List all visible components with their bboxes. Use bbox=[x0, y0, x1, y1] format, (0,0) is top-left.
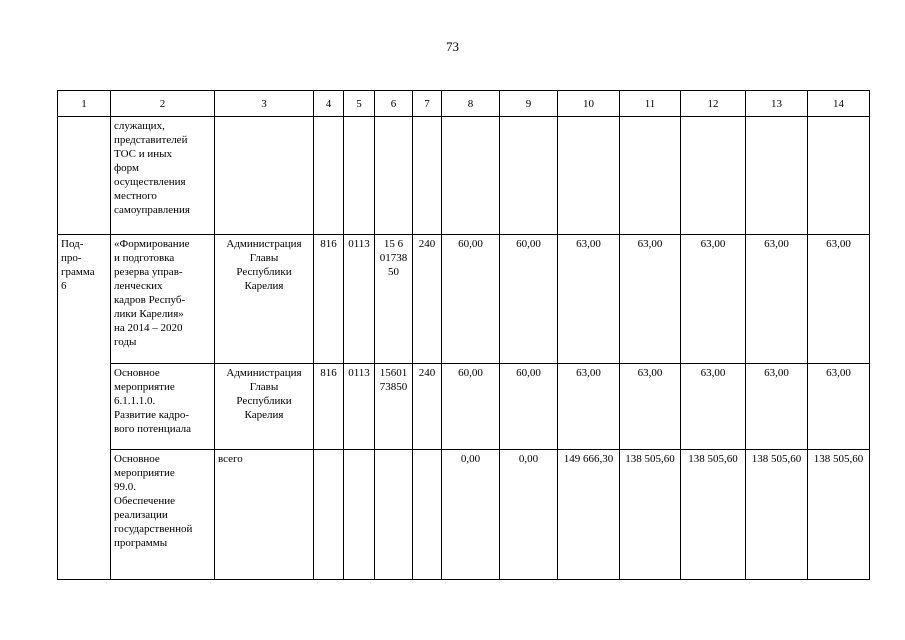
table-cell: Администрация Главы Республики Карелия bbox=[215, 364, 314, 450]
table-cell bbox=[681, 117, 746, 235]
table-cell: 138 505,60 bbox=[681, 450, 746, 580]
column-header: 10 bbox=[558, 91, 620, 117]
column-header: 14 bbox=[808, 91, 870, 117]
table-cell bbox=[375, 117, 413, 235]
table-cell: 60,00 bbox=[500, 235, 558, 364]
table-cell: 63,00 bbox=[808, 364, 870, 450]
table-cell: 60,00 bbox=[442, 364, 500, 450]
column-header: 3 bbox=[215, 91, 314, 117]
table-cell bbox=[375, 450, 413, 580]
table-cell bbox=[344, 117, 375, 235]
table-cell bbox=[620, 117, 681, 235]
budget-table bbox=[57, 90, 870, 580]
table-cell bbox=[58, 117, 111, 235]
table-cell: 15 6 01738 50 bbox=[375, 235, 413, 364]
table-header-row bbox=[58, 91, 870, 117]
table-cell: Администрация Главы Республики Карелия bbox=[215, 235, 314, 364]
table-cell: 240 bbox=[413, 364, 442, 450]
table-cell bbox=[413, 450, 442, 580]
table-cell: 0113 bbox=[344, 235, 375, 364]
column-header: 8 bbox=[442, 91, 500, 117]
column-header: 1 bbox=[58, 91, 111, 117]
table-cell: 63,00 bbox=[681, 364, 746, 450]
table-cell: 63,00 bbox=[746, 364, 808, 450]
table-cell: 0113 bbox=[344, 364, 375, 450]
table-cell: служащих, представителей ТОС и иных форм осуществления местного самоуправления bbox=[111, 117, 215, 235]
column-header: 6 bbox=[375, 91, 413, 117]
column-header: 4 bbox=[314, 91, 344, 117]
table-cell bbox=[314, 450, 344, 580]
table-cell: всего bbox=[215, 450, 314, 580]
table-cell: Основное мероприятие 6.1.1.1.0. Развитие кадро- вого потенциала bbox=[111, 364, 215, 450]
table-cell: 63,00 bbox=[746, 235, 808, 364]
table-cell: 138 505,60 bbox=[620, 450, 681, 580]
table-row bbox=[58, 450, 870, 580]
column-header: 5 bbox=[344, 91, 375, 117]
table-cell bbox=[215, 117, 314, 235]
column-header: 12 bbox=[681, 91, 746, 117]
column-header: 7 bbox=[413, 91, 442, 117]
table-cell bbox=[746, 117, 808, 235]
column-header: 13 bbox=[746, 91, 808, 117]
table-cell: 63,00 bbox=[620, 235, 681, 364]
table-cell: 63,00 bbox=[808, 235, 870, 364]
table-cell bbox=[500, 117, 558, 235]
table-row bbox=[58, 235, 870, 364]
table-cell: 816 bbox=[314, 235, 344, 364]
table-cell: 63,00 bbox=[681, 235, 746, 364]
table-cell bbox=[558, 117, 620, 235]
table-cell: 63,00 bbox=[620, 364, 681, 450]
table-cell: 138 505,60 bbox=[746, 450, 808, 580]
table-cell: Под- про- грамма 6 bbox=[58, 235, 111, 580]
column-header: 9 bbox=[500, 91, 558, 117]
table-cell: 240 bbox=[413, 235, 442, 364]
column-header: 2 bbox=[111, 91, 215, 117]
table-cell: 60,00 bbox=[500, 364, 558, 450]
table-cell bbox=[344, 450, 375, 580]
table-cell: 15601 73850 bbox=[375, 364, 413, 450]
table-cell bbox=[442, 117, 500, 235]
table-cell: 60,00 bbox=[442, 235, 500, 364]
table-cell: 149 666,30 bbox=[558, 450, 620, 580]
table-cell: 816 bbox=[314, 364, 344, 450]
table-cell bbox=[808, 117, 870, 235]
table-cell: 63,00 bbox=[558, 364, 620, 450]
table-cell bbox=[413, 117, 442, 235]
table-row bbox=[58, 117, 870, 235]
table-cell: «Формирование и подготовка резерва управ- ленческих кадров Респуб- лики Карелия» на 2014 – 2020 годы bbox=[111, 235, 215, 364]
page-number: 73 bbox=[446, 39, 459, 54]
table-cell: 138 505,60 bbox=[808, 450, 870, 580]
table-row bbox=[58, 364, 870, 450]
table-cell: 63,00 bbox=[558, 235, 620, 364]
table-cell bbox=[314, 117, 344, 235]
table-cell: 0,00 bbox=[442, 450, 500, 580]
table-cell: Основное мероприятие 99.0. Обеспечение реализации государственной программы bbox=[111, 450, 215, 580]
column-header: 11 bbox=[620, 91, 681, 117]
table-cell: 0,00 bbox=[500, 450, 558, 580]
